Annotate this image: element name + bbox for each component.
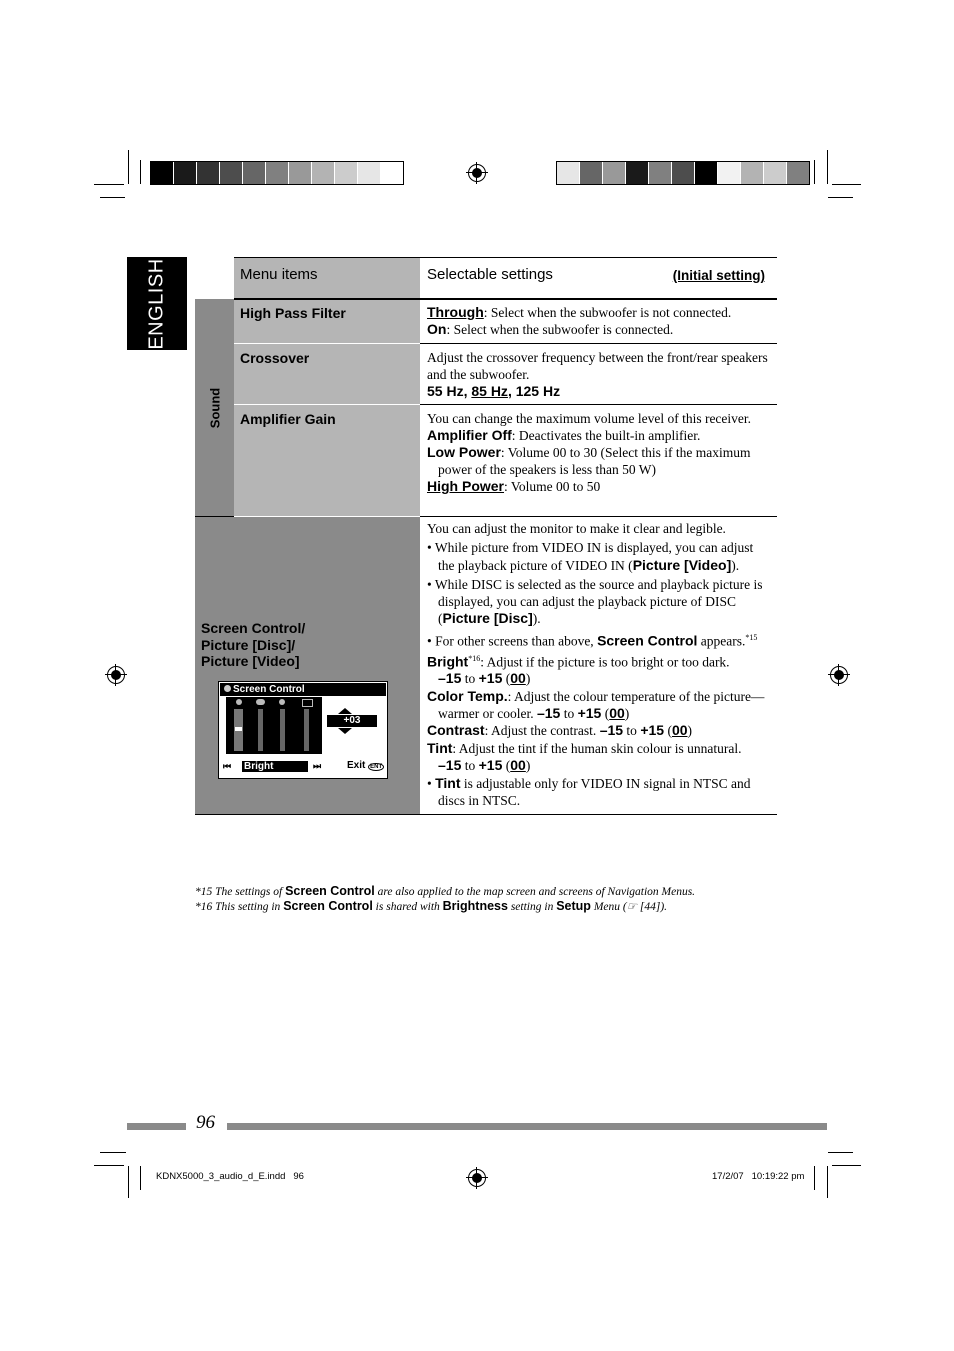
color-bars-left: [150, 161, 404, 185]
table-row: Sound High Pass Filter Through: Select when the subwoofer is not connected. On: Select when the subwoofer is connected.: [195, 299, 777, 344]
registration-mark-icon: [468, 1169, 486, 1187]
contrast-slider: [280, 709, 285, 751]
header-initial-setting: (Initial setting): [672, 268, 765, 283]
sun-icon: [236, 699, 242, 705]
header-selectable: Selectable settings: [427, 266, 553, 283]
crop-mark: [128, 150, 129, 184]
next-icon: ⏭: [313, 761, 322, 771]
footnote-15: *15 The settings of Screen Control are also applied to the map screen and screens of Navigation Menus.: [195, 884, 696, 898]
page-band-right: [227, 1123, 827, 1130]
language-tab-label: ENGLISH: [145, 257, 168, 350]
footnote-16: *16 This setting in Screen Control is shared with Brightness setting in Setup Menu (☞ [44]).: [195, 899, 668, 913]
print-file-info: KDNX5000_3_audio_d_E.indd 96: [156, 1171, 304, 1182]
crop-mark: [827, 1166, 828, 1198]
contrast-icon: [279, 699, 285, 705]
arrow-up-icon: [338, 708, 352, 714]
table-header: [195, 258, 777, 300]
page-number: 96: [196, 1112, 215, 1133]
option-on: On: [427, 321, 447, 337]
registration-mark-icon: [830, 666, 848, 684]
sound-group-cell: [195, 299, 234, 517]
crop-mark: [140, 160, 141, 184]
prev-icon: ⏮: [223, 761, 232, 771]
table-row: Amplifier Gain You can change the maximum volume level of this receiver. Amplifier Off: Deactivates the built-in amplifier. Low Power: Volume 00 to 30 (Select this if the maximum power of the speakers is less than 50 W) High Power: Volume 00 to 50: [195, 405, 777, 517]
crop-mark: [814, 160, 815, 184]
crop-mark: [100, 197, 125, 198]
crop-mark: [100, 1152, 126, 1153]
registration-mark-icon: [107, 666, 125, 684]
registration-mark-icon: [468, 164, 486, 182]
screenshot-icon: [224, 685, 231, 692]
amp-description: You can change the maximum volume level of this receiver.: [427, 411, 752, 426]
ent-icon: ENT: [370, 764, 383, 770]
header-menu-items: Menu items: [234, 258, 420, 300]
sound-group-label: Sound: [207, 387, 222, 428]
crop-mark: [128, 1166, 129, 1198]
language-tab: [127, 257, 187, 350]
page-band-left: [127, 1123, 186, 1130]
print-date-info: 17/2/07 10:19:22 pm: [712, 1171, 805, 1182]
crop-mark: [832, 184, 861, 185]
color-bars-right: [556, 161, 810, 185]
crop-mark: [832, 1165, 861, 1166]
item-amplifier-gain: Amplifier Gain: [234, 405, 420, 517]
option-through: Through: [427, 304, 484, 320]
crop-mark: [94, 1165, 124, 1166]
tint-icon: [302, 699, 313, 707]
screenshot-title: Screen Control: [233, 684, 305, 695]
screen-control-screenshot: [218, 681, 388, 779]
tint-slider: [304, 709, 309, 751]
crop-mark: [828, 197, 853, 198]
crossover-description: Adjust the crossover frequency between the front/rear speakers and the subwoofer.: [427, 350, 768, 382]
arrow-down-icon: [338, 728, 352, 734]
crop-mark: [827, 150, 828, 184]
color-slider: [258, 709, 263, 751]
table-row: Crossover Adjust the crossover frequency between the front/rear speakers and the subwoofer. 55 Hz, 85 Hz, 125 Hz: [195, 344, 777, 405]
crop-mark: [140, 1166, 141, 1190]
crop-mark: [814, 1166, 815, 1190]
screenshot-value: +03: [327, 715, 377, 727]
crop-mark: [94, 184, 124, 185]
item-crossover: Crossover: [234, 344, 420, 405]
screenshot-bright: Bright: [242, 761, 308, 772]
table-row: Screen Control/ Picture [Disc]/ Picture [Video] Screen Control +03 ⏮ Bright ⏭ Exit ENT You can adjust the monitor to make it clear and legible. • While picture from VIDEO IN is displayed, you can adjust the playback picture of VIDEO IN (Picture [Video]). • While DISC is selected as the source and playback picture is displayed, you can adjust the playback picture of DISC (Picture [Disc]). • For other screens than above, Screen Control appears.$^{*15}$ Bright$^{*16}$: Adjust if the picture is too bright or too dark. –15 to +15 (00) Color Temp.: Adjust the colour temperature of the picture—warmer or cooler. –15 to +15 (00) Contrast: Adjust the contrast. –15 to +15 (00) Tint: Adjust the tint if the human skin colour is unnatural. –15 to +15 (00) • Tint is adjustable only for VIDEO IN signal in NTSC and discs in NTSC.: [195, 517, 777, 815]
item-screen-control: Screen Control/ Picture [Disc]/ Picture [Video] Screen Control +03 ⏮ Bright ⏭ Exit ENT: [195, 517, 420, 815]
screenshot-exit: Exit: [347, 760, 366, 771]
bright-slider: [234, 709, 243, 751]
settings-table: [195, 257, 777, 815]
item-high-pass-filter: High Pass Filter: [234, 299, 420, 344]
color-icon: [256, 699, 265, 705]
screen-intro: You can adjust the monitor to make it clear and legible.: [427, 521, 726, 536]
crop-mark: [828, 1152, 853, 1153]
